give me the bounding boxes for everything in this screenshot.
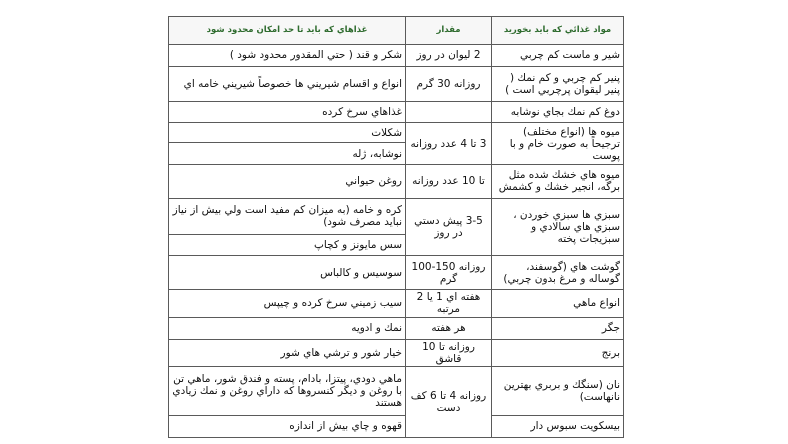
amount: هر هفته <box>406 317 492 339</box>
table-row <box>169 198 624 234</box>
table-row <box>169 290 624 318</box>
table-row <box>169 366 624 415</box>
food-to-eat: سبزي ها سبزي خوردن ، سبزي هاي سالادي و سبزيجات پخته <box>492 198 624 255</box>
food-to-eat: نان (سنگك و بربري بهترين نانهاست) <box>492 366 624 415</box>
amount: 3 تا 4 عدد روزانه <box>406 123 492 164</box>
food-to-limit: روغن حيواني <box>169 164 406 198</box>
amount: تا 10 عدد روزانه <box>406 164 492 198</box>
table-row <box>169 66 624 101</box>
food-to-limit: نوشابه، ژله <box>169 143 406 164</box>
food-to-limit: كره و خامه (به ميزان كم مفيد است ولي بيش از نياز نبايد مصرف شود) <box>169 198 406 234</box>
food-to-limit: غذاهاي سرخ كرده <box>169 102 406 123</box>
food-to-limit: سس مايونز و كچاپ <box>169 234 406 255</box>
nutrition-table <box>168 16 624 438</box>
table-row <box>169 340 624 367</box>
table-row <box>169 123 624 143</box>
food-to-limit: شكلات <box>169 123 406 143</box>
food-to-limit: سيب زميني سرخ كرده و چيپس <box>169 290 406 318</box>
amount: روزانه 150-100 گرم <box>406 256 492 290</box>
food-to-eat: جگر <box>492 317 624 339</box>
food-to-eat: ميوه ها (انواع مختلف) ترجيحاً به صورت خام و با پوست <box>492 123 624 164</box>
amount: روزانه 4 تا 6 كف دست <box>406 366 492 437</box>
food-to-eat: دوغ كم نمك بجاي نوشابه <box>492 102 624 123</box>
food-to-limit: شكر و قند ( حتي المقدور محدود شود ) <box>169 44 406 66</box>
food-to-limit: سوسيس و كالباس <box>169 256 406 290</box>
food-to-limit: خيار شور و ترشي هاي شور <box>169 340 406 367</box>
food-to-limit: انواع و اقسام شيريني ها خصوصاً شيريني خامه اي <box>169 66 406 101</box>
amount: هفته اي 1 يا 2 مرتبه <box>406 290 492 318</box>
amount: روزانه تا 10 قاشق <box>406 340 492 367</box>
food-to-eat: شير و ماست كم چربي <box>492 44 624 66</box>
food-to-eat: ميوه هاي خشك شده مثل برگه، انجير خشك و كشمش <box>492 164 624 198</box>
food-to-limit: ماهي دودي، پيتزا، بادام، پسته و فندق شور، ماهي تن با روغن و ديگر كنسروها كه داراي روغن و نمك زيادي هستند <box>169 366 406 415</box>
table-row <box>169 102 624 123</box>
table-row <box>169 44 624 66</box>
food-to-eat: گوشت هاي (گوسفند، گوساله و مرغ بدون چربي) <box>492 256 624 290</box>
amount <box>406 102 492 123</box>
amount: 2 ليوان در روز <box>406 44 492 66</box>
food-to-eat: انواع ماهي <box>492 290 624 318</box>
header-foods-to-eat: مواد غذائي كه بايد بخوريد <box>492 17 624 45</box>
food-to-eat: پنير كم چربي و كم نمك ( پنير ليقوان پرچربي است ) <box>492 66 624 101</box>
food-to-limit: قهوه و چاي بيش از اندازه <box>169 415 406 437</box>
table-row <box>169 317 624 339</box>
table-row <box>169 415 624 437</box>
amount: 3-5 پيش دستي در روز <box>406 198 492 255</box>
food-to-eat: بيسكويت سبوس دار <box>492 415 624 437</box>
amount: روزانه 30 گرم <box>406 66 492 101</box>
header-foods-to-limit: غذاهاي كه بايد تا حد امكان محدود شود <box>169 17 406 45</box>
table-row <box>169 256 624 290</box>
header-amount: مقدار <box>406 17 492 45</box>
food-to-limit: نمك و ادويه <box>169 317 406 339</box>
header-row <box>169 17 624 45</box>
table-row <box>169 164 624 198</box>
food-to-eat: برنج <box>492 340 624 367</box>
